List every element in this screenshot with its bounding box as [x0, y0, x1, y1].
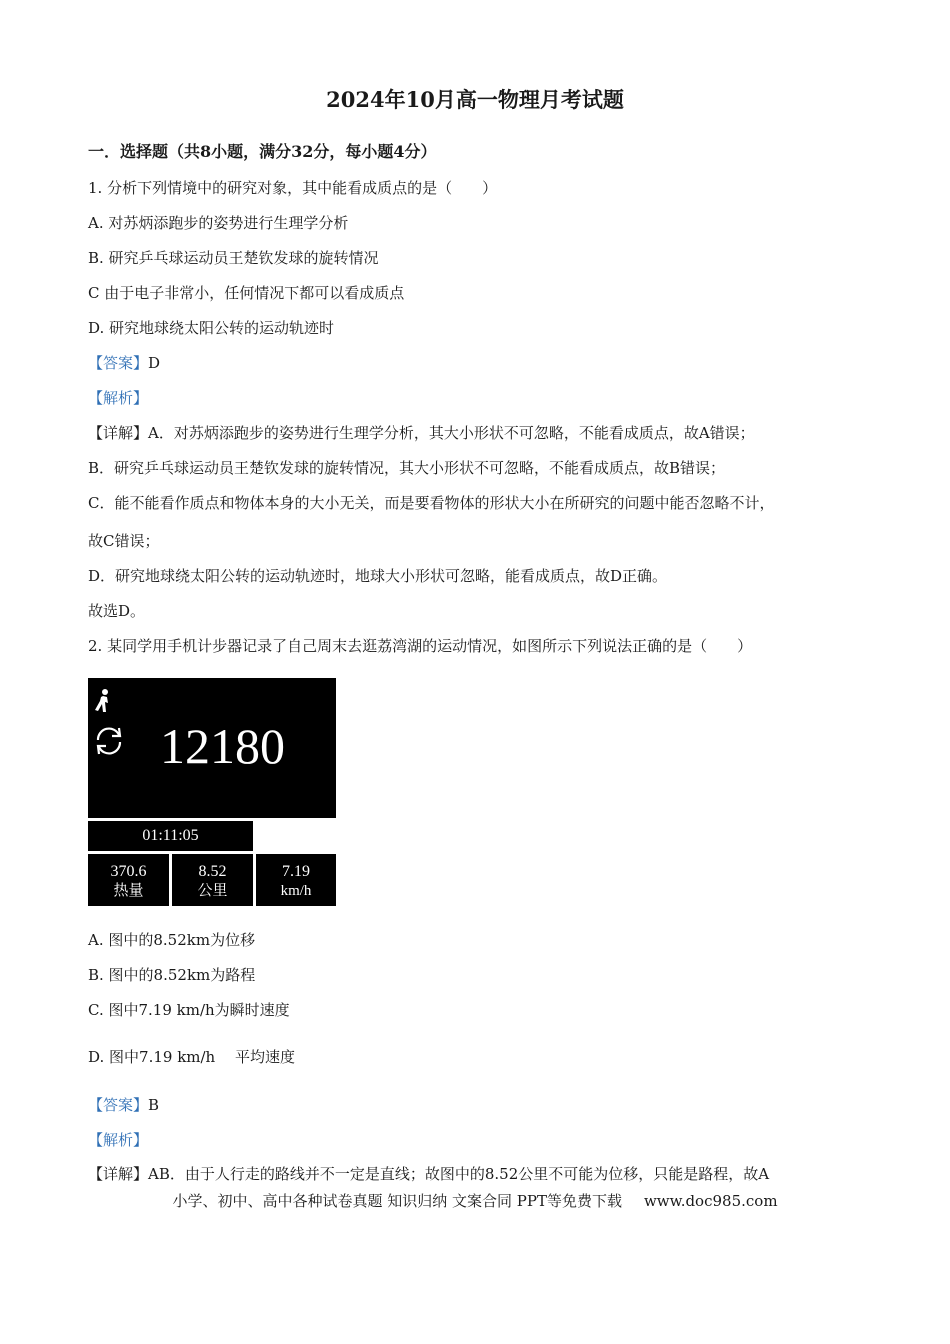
distance-cell: [172, 854, 253, 906]
answer-tag: 【答案】: [88, 1096, 149, 1114]
distance-value: 8.52: [198, 863, 227, 880]
answer-value: D: [148, 354, 161, 372]
q1-stem: 1. 分析下列情境中的研究对象，其中能看成质点的是（ ）: [88, 179, 498, 197]
section-heading: 一．选择题（共8小题，满分32分，每小题4分）: [88, 142, 437, 161]
q2-option-a: A. 图中的8.52km为位移: [88, 931, 256, 949]
q1-detail-line: 故C错误；: [88, 532, 160, 550]
q1-conclusion: 故选D。: [88, 602, 146, 620]
q1-detail-line: B．研究乒乓球运动员王楚钦发球的旋转情况，其大小形状不可忽略，不能看成质点，故B错误；: [88, 459, 726, 477]
q2-stem: 2. 某同学用手机计步器记录了自己周末去逛荔湾湖的运动情况，如图所示下列说法正确的是（ ）: [88, 637, 753, 655]
refresh-icon: [92, 724, 126, 758]
q2-option-b: B. 图中的8.52km为路程: [88, 966, 256, 984]
answer-value: B: [148, 1096, 160, 1114]
q1-option-b: B. 研究乒乓球运动员王楚钦发球的旋转情况: [88, 249, 379, 267]
q1-option-d: D. 研究地球绕太阳公转的运动轨迹时: [88, 319, 335, 337]
step-count: 12180: [160, 718, 285, 774]
q1-option-c: C 由于电子非常小，任何情况下都可以看成质点: [88, 284, 405, 302]
walker-icon: [94, 688, 112, 714]
q2-detail-line: [88, 1164, 769, 1184]
analysis-tag: 【解析】: [88, 389, 149, 407]
detail-text: AB．由于人行走的路线并不一定是直线；故图中的8.52公里不可能为位移，只能是路程，故A: [148, 1165, 770, 1183]
page-footer: [0, 1191, 950, 1211]
q2-option-d: D. 图中7.19 km/h 平均速度: [88, 1048, 295, 1066]
q2-option-c: C. 图中7.19 km/h为瞬时速度: [88, 1001, 290, 1019]
detail-text: A．对苏炳添跑步的姿势进行生理学分析，其大小形状不可忽略，不能看成质点，故A错误；: [148, 424, 755, 442]
detail-tag: 【详解】: [88, 1165, 149, 1183]
q1-detail-line: [88, 423, 755, 443]
elapsed-time: 01:11:05: [88, 821, 253, 851]
q2-answer: [88, 1095, 159, 1115]
page-title: 2024年10月高一物理月考试题: [326, 87, 624, 112]
q1-answer: [88, 353, 160, 373]
speed-cell: [256, 854, 336, 906]
distance-label: 公里: [197, 883, 228, 899]
answer-tag: 【答案】: [88, 354, 149, 372]
footer-url: www.doc985.com: [643, 1192, 778, 1210]
footer-text: 小学、初中、高中各种试卷真题 知识归纳 文案合同 PPT等免费下载: [172, 1192, 622, 1210]
q1-analysis: [88, 388, 148, 408]
detail-tag: 【详解】: [88, 424, 149, 442]
speed-label: km/h: [280, 883, 312, 899]
calories-label: 热量: [113, 883, 144, 899]
calories-cell: [88, 854, 169, 906]
q1-detail-line: D．研究地球绕太阳公转的运动轨迹时，地球大小形状可忽略，能看成质点，故D正确。: [88, 567, 668, 585]
calories-value: 370.6: [110, 863, 147, 880]
pedometer-screen: [88, 678, 336, 818]
q1-option-a: A. 对苏炳添跑步的姿势进行生理学分析: [88, 214, 349, 232]
pedometer-figure: [88, 678, 336, 906]
q2-analysis: [88, 1130, 148, 1150]
q1-detail-line: C．能不能看作质点和物体本身的大小无关，而是要看物体的形状大小在所研究的问题中能否忽略不计，: [88, 494, 775, 512]
analysis-tag: 【解析】: [88, 1131, 149, 1149]
speed-value: 7.19: [282, 863, 310, 880]
